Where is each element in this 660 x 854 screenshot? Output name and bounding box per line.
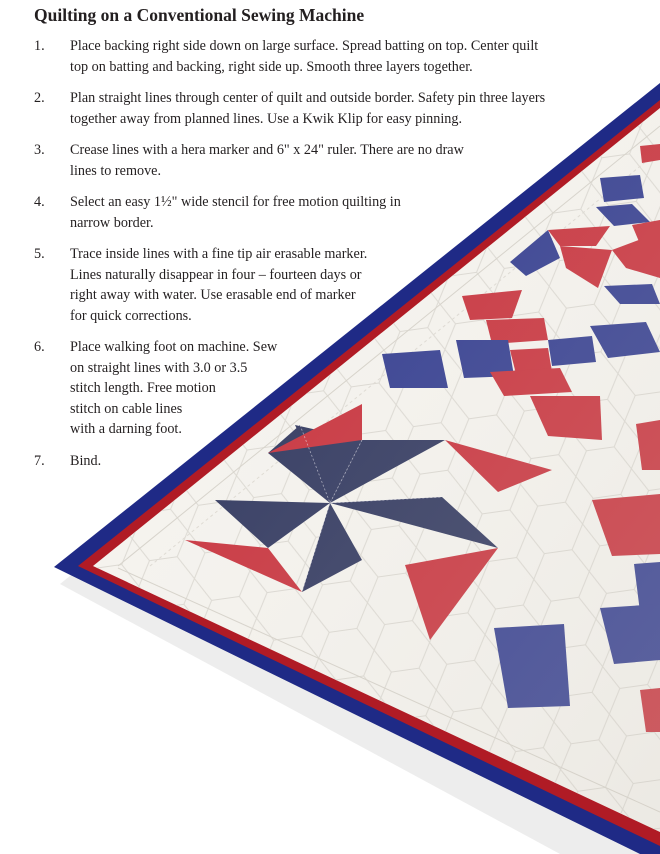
step-line: Lines naturally disappear in four – fourteen days or — [70, 266, 362, 283]
step-line: stitch on cable lines — [70, 400, 183, 417]
step-text — [70, 36, 630, 77]
step-line: Place walking foot on machine. Sew — [70, 339, 278, 355]
step-2 — [34, 88, 650, 129]
step-number: 7. — [34, 452, 45, 469]
step-number: 2. — [34, 90, 45, 106]
step-3 — [34, 140, 650, 181]
step-text — [70, 244, 385, 326]
step-text — [70, 192, 440, 233]
step-4 — [34, 192, 650, 233]
step-line: Plan straight lines through center of quilt and outside border. Safety pin three layers — [70, 90, 546, 106]
step-line: for quick corrections. — [70, 307, 192, 324]
step-line: Bind. — [70, 452, 102, 469]
step-line: on straight lines with 3.0 or 3.5 — [70, 359, 248, 376]
step-number: 4. — [34, 194, 45, 210]
step-line: right away with water. Use erasable end of marker — [70, 287, 356, 303]
step-6 — [34, 337, 650, 440]
step-1 — [34, 36, 650, 77]
step-text — [70, 337, 332, 440]
step-text — [70, 88, 650, 129]
step-line: lines to remove. — [70, 162, 162, 179]
step-number: 3. — [34, 142, 45, 158]
step-line: together away from planned lines. Use a Kwik Klip for easy pinning. — [70, 110, 463, 127]
step-line: Select an easy 1½" wide stencil for free motion quilting in — [70, 194, 401, 210]
step-line: Crease lines with a hera marker and 6" x 24" ruler. There are no draw — [70, 142, 464, 158]
step-number: 5. — [34, 246, 45, 262]
step-5 — [34, 244, 650, 326]
step-line: narrow border. — [70, 214, 154, 231]
page-title: Quilting on a Conventional Sewing Machine — [34, 5, 365, 25]
step-line: with a darning foot. — [70, 421, 182, 437]
step-number: 1. — [34, 38, 45, 54]
step-line: Place backing right side down on large surface. Spread batting on top. Center quilt — [70, 38, 539, 54]
instructions-panel — [34, 4, 650, 482]
steps-list — [34, 36, 650, 471]
step-line: Trace inside lines with a fine tip air erasable marker. — [70, 246, 368, 262]
step-7 — [34, 451, 650, 472]
step-line: top on batting and backing, right side up. Smooth three layers together. — [70, 58, 473, 75]
step-text — [70, 451, 650, 472]
step-text — [70, 140, 540, 181]
step-line: stitch length. Free motion — [70, 380, 216, 396]
step-number: 6. — [34, 339, 45, 355]
